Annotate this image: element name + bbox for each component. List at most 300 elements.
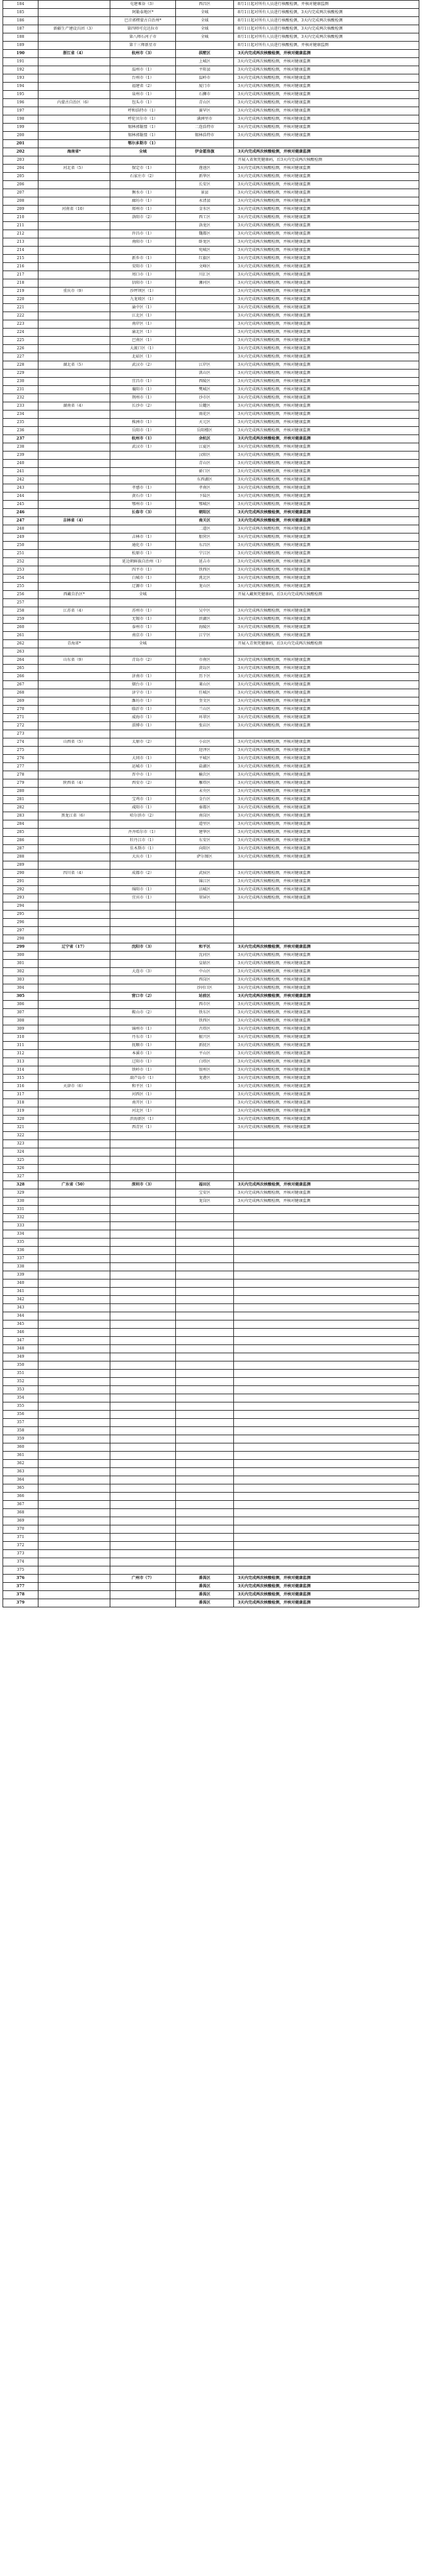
row-number: 346 (3, 1329, 38, 1337)
district-cell (176, 1157, 234, 1165)
district-cell (176, 1329, 234, 1337)
city-cell: 吉林市（1） (110, 533, 176, 542)
city-cell (110, 820, 176, 829)
measure-cell: 3天内完成两次核酸检测，并核对健康监测 (234, 1083, 419, 1091)
province-cell (38, 533, 110, 542)
table-row (3, 1402, 419, 1411)
row-number: 196 (3, 99, 38, 107)
row-number: 355 (3, 1402, 38, 1411)
city-cell (110, 1017, 176, 1025)
row-number: 273 (3, 730, 38, 738)
table-row (3, 1263, 419, 1271)
district-cell: 平阳县 (176, 66, 234, 74)
province-cell (38, 132, 110, 140)
row-number: 280 (3, 788, 38, 796)
row-number: 352 (3, 1378, 38, 1386)
measure-cell: 3天内完成两次核酸检测，并核对健康监测 (234, 1189, 419, 1198)
table-row (3, 509, 419, 517)
table-row (3, 312, 419, 320)
table-row (3, 1484, 419, 1493)
measure-cell (234, 1525, 419, 1534)
city-cell: 鄂尔多斯市（1） (110, 140, 176, 148)
row-number: 242 (3, 476, 38, 484)
row-number: 205 (3, 173, 38, 181)
province-cell (38, 755, 110, 763)
measure-cell: 8月1日起对所有人员进行核酸检测，3天内完成两次核酸检测 (234, 17, 419, 25)
measure-cell (234, 1132, 419, 1140)
table-row (3, 1534, 419, 1542)
city-cell (110, 1427, 176, 1435)
city-cell: 宝鸡市（1） (110, 796, 176, 804)
district-cell: 道里区 (176, 820, 234, 829)
row-number: 275 (3, 747, 38, 755)
district-cell: 全域 (176, 17, 234, 25)
table-row (3, 648, 419, 656)
district-cell: 锦江区 (176, 878, 234, 886)
district-cell: 浉河区 (176, 279, 234, 288)
table-row (3, 25, 419, 33)
district-cell (176, 1107, 234, 1116)
district-cell: 新抚区 (176, 1042, 234, 1050)
province-cell (38, 1263, 110, 1271)
province-cell: 山西省（5） (38, 738, 110, 747)
table-row (3, 230, 419, 238)
table-row (3, 1198, 419, 1206)
measure-cell (234, 1140, 419, 1148)
table-row (3, 640, 419, 648)
province-cell (38, 419, 110, 427)
table-row (3, 574, 419, 583)
measure-cell (234, 1296, 419, 1304)
measure-cell: 3天内完成两次核酸检测，并核对健康监测 (234, 1198, 419, 1206)
province-cell (38, 714, 110, 722)
table-row (3, 214, 419, 222)
measure-cell (234, 1304, 419, 1312)
measure-cell (234, 599, 419, 607)
row-number: 286 (3, 837, 38, 845)
measure-cell (234, 1534, 419, 1542)
row-number: 370 (3, 1525, 38, 1534)
district-cell: 天元区 (176, 419, 234, 427)
row-number: 246 (3, 509, 38, 517)
city-cell: 呼和浩特市（1） (110, 107, 176, 115)
city-cell (110, 1329, 176, 1337)
city-cell: 临沂市（1） (110, 706, 176, 714)
province-cell (38, 296, 110, 304)
district-cell: 宛城区 (176, 247, 234, 255)
district-cell (176, 1484, 234, 1493)
district-cell (176, 1255, 234, 1263)
province-cell (38, 894, 110, 902)
district-cell (176, 1083, 234, 1091)
district-cell (176, 1394, 234, 1402)
row-number: 236 (3, 427, 38, 435)
row-number: 301 (3, 960, 38, 968)
province-cell (38, 353, 110, 361)
row-number: 263 (3, 648, 38, 656)
city-cell: 绵阳市（1） (110, 886, 176, 894)
province-cell (38, 583, 110, 591)
row-number: 354 (3, 1394, 38, 1402)
district-cell (176, 919, 234, 927)
city-cell: 大庆市（1） (110, 853, 176, 861)
row-number: 277 (3, 763, 38, 771)
table-row (3, 353, 419, 361)
province-cell (38, 1345, 110, 1353)
measure-cell: 3天内完成两次核酸检测，并核对健康监测 (234, 271, 419, 279)
table-row (3, 804, 419, 812)
province-cell (38, 665, 110, 673)
province-cell: 青海省* (38, 640, 110, 648)
province-cell (38, 1107, 110, 1116)
table-row (3, 1238, 419, 1247)
province-cell (38, 1484, 110, 1493)
row-number: 317 (3, 1091, 38, 1099)
row-number: 206 (3, 181, 38, 189)
table-row (3, 156, 419, 165)
district-cell: 铁西区 (176, 1017, 234, 1025)
measure-cell: 3天内完成两次核酸检测，并核对健康监测 (234, 460, 419, 468)
row-number: 344 (3, 1312, 38, 1320)
row-number: 215 (3, 255, 38, 263)
city-cell: 锡林郭勒盟（1） (110, 124, 176, 132)
measure-cell: 3天内完成两次核酸检测，并核对健康监测 (234, 337, 419, 345)
table-row (3, 697, 419, 706)
district-cell: 长安区 (176, 181, 234, 189)
district-cell: 未央区 (176, 788, 234, 796)
table-row (3, 1075, 419, 1083)
table-row (3, 435, 419, 443)
province-cell (38, 878, 110, 886)
province-cell (38, 599, 110, 607)
province-cell (38, 935, 110, 943)
province-cell (38, 706, 110, 714)
table-row (3, 17, 419, 25)
row-number: 231 (3, 386, 38, 394)
province-cell: 山东省（9） (38, 656, 110, 665)
district-cell (176, 1517, 234, 1525)
province-cell (38, 255, 110, 263)
city-cell (110, 1419, 176, 1427)
row-number: 259 (3, 615, 38, 624)
measure-cell: 3天内完成两次核酸检测，并核对健康监测 (234, 681, 419, 689)
row-number: 266 (3, 673, 38, 681)
row-number: 250 (3, 542, 38, 550)
row-number: 248 (3, 525, 38, 533)
measure-cell: 3天内完成两次核酸检测，并核对健康监测 (234, 1025, 419, 1034)
city-cell (110, 1550, 176, 1558)
district-cell: 东昌区 (176, 542, 234, 550)
measure-cell (234, 1222, 419, 1230)
city-cell: 烟台市（1） (110, 681, 176, 689)
row-number: 350 (3, 1361, 38, 1370)
table-row (3, 206, 419, 214)
province-cell (38, 574, 110, 583)
row-number: 255 (3, 583, 38, 591)
city-cell (110, 1198, 176, 1206)
table-row (3, 492, 419, 501)
city-cell (110, 1247, 176, 1255)
province-cell (38, 722, 110, 730)
district-cell (176, 640, 234, 648)
city-cell: 黄石市（1） (110, 492, 176, 501)
district-cell: 平山区 (176, 1050, 234, 1058)
district-cell: 兰山区 (176, 706, 234, 714)
measure-cell: 3天内完成两次核酸检测，并核对健康监测 (234, 107, 419, 115)
measure-cell (234, 1460, 419, 1468)
province-cell (38, 976, 110, 984)
row-number: 216 (3, 263, 38, 271)
district-cell: 盐湖区 (176, 763, 234, 771)
row-number: 345 (3, 1320, 38, 1329)
district-cell: 西陵区 (176, 378, 234, 386)
city-cell (110, 1542, 176, 1550)
table-row (3, 1091, 419, 1099)
city-cell: 滨海新区（1） (110, 1116, 176, 1124)
province-cell (38, 1353, 110, 1361)
city-cell: 阿勒泰地区* (110, 9, 176, 17)
city-cell: 九龙坡区（1） (110, 296, 176, 304)
city-cell (110, 411, 176, 419)
measure-cell: 3天内完成两次核酸检测，并核对健康监测 (234, 411, 419, 419)
measure-cell (234, 1435, 419, 1443)
measure-cell: 3天内完成两次核酸检测，并核对健康监测 (234, 1099, 419, 1107)
table-row (3, 271, 419, 279)
table-row (3, 288, 419, 296)
city-cell: 武汉市（2） (110, 361, 176, 370)
province-cell (38, 17, 110, 25)
district-cell (176, 1468, 234, 1476)
city-cell: 丹东市（1） (110, 1034, 176, 1042)
city-cell: 本溪市（1） (110, 1050, 176, 1058)
table-row (3, 247, 419, 255)
province-cell (38, 42, 110, 50)
row-number: 316 (3, 1083, 38, 1091)
table-body (3, 1, 419, 1607)
province-cell (38, 492, 110, 501)
measure-cell: 3天内完成两次核酸检测，并核对健康监测 (234, 509, 419, 517)
measure-cell: 3天内完成两次核酸检测，并核对健康监测 (234, 1009, 419, 1017)
province-cell (38, 197, 110, 206)
measure-cell (234, 1206, 419, 1214)
measure-cell: 3天内完成两次核酸检测，并核对健康监测 (234, 853, 419, 861)
row-number: 304 (3, 984, 38, 993)
province-cell: 重庆市（9） (38, 288, 110, 296)
measure-cell: 3天内完成两次核酸检测，并核对健康监测 (234, 165, 419, 173)
city-cell (110, 1583, 176, 1591)
city-cell: 保定市（1） (110, 165, 176, 173)
province-cell (38, 115, 110, 124)
row-number: 192 (3, 66, 38, 74)
row-number: 312 (3, 1050, 38, 1058)
district-cell (176, 591, 234, 599)
table-row (3, 361, 419, 370)
district-cell (176, 1427, 234, 1435)
district-cell: 西昌区 (176, 1, 234, 9)
city-cell: 辽阳市（1） (110, 1058, 176, 1066)
province-cell (38, 804, 110, 812)
row-number: 373 (3, 1550, 38, 1558)
city-cell (110, 1460, 176, 1468)
table-row (3, 1058, 419, 1066)
district-cell (176, 1091, 234, 1099)
city-cell (110, 370, 176, 378)
measure-cell (234, 902, 419, 911)
measure-cell: 3天内完成两次核酸检测，并核对健康监测 (234, 804, 419, 812)
district-cell (176, 1361, 234, 1370)
province-cell (38, 1198, 110, 1206)
table-row (3, 1370, 419, 1378)
city-cell: 全城 (110, 640, 176, 648)
province-cell (38, 624, 110, 632)
row-number: 232 (3, 394, 38, 402)
measure-cell: 3天内完成两次核酸检测，并核对健康监测 (234, 837, 419, 845)
row-number: 227 (3, 353, 38, 361)
row-number: 212 (3, 230, 38, 238)
table-row (3, 1107, 419, 1116)
province-cell (38, 968, 110, 976)
document-sheet (3, 0, 419, 1607)
row-number: 185 (3, 9, 38, 17)
province-cell (38, 1238, 110, 1247)
district-cell (176, 1165, 234, 1173)
city-cell (110, 1214, 176, 1222)
province-cell (38, 1148, 110, 1157)
measure-cell (234, 1443, 419, 1452)
province-cell (38, 1296, 110, 1304)
measure-cell: 开展入藏须凭健康码，后3天内完成两次核酸检测 (234, 591, 419, 599)
measure-cell (234, 648, 419, 656)
city-cell (110, 1452, 176, 1460)
province-cell (38, 1411, 110, 1419)
row-number: 276 (3, 755, 38, 763)
district-cell (176, 1132, 234, 1140)
city-cell (110, 665, 176, 673)
district-cell: 二连浩特市 (176, 124, 234, 132)
row-number: 364 (3, 1476, 38, 1484)
province-cell (38, 747, 110, 755)
measure-cell: 3天内完成两次核酸检测，并核对健康监测 (234, 968, 419, 976)
table-row (3, 460, 419, 468)
table-row (3, 1353, 419, 1361)
row-number: 239 (3, 452, 38, 460)
district-cell: 龙岗区 (176, 1198, 234, 1206)
measure-cell: 3天内完成两次核酸检测，并核对健康监测 (234, 255, 419, 263)
city-cell: 成都市（2） (110, 870, 176, 878)
city-cell: 铁岭市（1） (110, 1066, 176, 1075)
city-cell (110, 1296, 176, 1304)
district-cell (176, 599, 234, 607)
table-row (3, 1296, 419, 1304)
district-cell (176, 1501, 234, 1509)
row-number: 261 (3, 632, 38, 640)
district-cell: 宁江区 (176, 550, 234, 558)
province-cell (38, 952, 110, 960)
table-row (3, 1042, 419, 1050)
table-row (3, 1558, 419, 1566)
city-cell (110, 984, 176, 993)
row-number: 229 (3, 370, 38, 378)
row-number: 238 (3, 443, 38, 452)
measure-cell: 3天内完成两次核酸检测，并核对健康监测 (234, 492, 419, 501)
province-cell (38, 1271, 110, 1279)
province-cell: 天津市（6） (38, 1083, 110, 1091)
city-cell (110, 1476, 176, 1484)
measure-cell: 3天内完成两次核酸检测，并核对健康监测 (234, 574, 419, 583)
row-number: 349 (3, 1353, 38, 1361)
table-row (3, 1378, 419, 1386)
district-cell (176, 1320, 234, 1329)
measure-cell (234, 1165, 419, 1173)
province-cell (38, 763, 110, 771)
province-cell (38, 91, 110, 99)
table-row (3, 1181, 419, 1189)
district-cell (176, 1509, 234, 1517)
row-number: 374 (3, 1558, 38, 1566)
district-cell (176, 329, 234, 337)
city-cell (110, 1525, 176, 1534)
province-cell (38, 476, 110, 484)
district-cell (176, 1148, 234, 1157)
province-cell (38, 1493, 110, 1501)
district-cell: 船营区 (176, 533, 234, 542)
measure-cell: 3天内完成两次核酸检测，并核对健康监测 (234, 870, 419, 878)
table-row (3, 755, 419, 763)
measure-cell (234, 1255, 419, 1263)
row-number: 269 (3, 697, 38, 706)
city-cell: 运城市（1） (110, 763, 176, 771)
district-cell: 鄂城区 (176, 501, 234, 509)
measure-cell: 3天内完成两次核酸检测，并核对健康监测 (234, 279, 419, 288)
province-cell (38, 1165, 110, 1173)
measure-cell: 3天内完成两次核酸检测，并核对健康监测 (234, 747, 419, 755)
city-cell: 泰州市（1） (110, 624, 176, 632)
city-cell: 太原市（2） (110, 738, 176, 747)
province-cell: 湖北省（5） (38, 361, 110, 370)
table-row (3, 345, 419, 353)
province-cell (38, 1132, 110, 1140)
row-number: 319 (3, 1107, 38, 1116)
province-cell (38, 66, 110, 74)
city-cell (110, 181, 176, 189)
row-number: 243 (3, 484, 38, 492)
district-cell (176, 730, 234, 738)
row-number: 323 (3, 1140, 38, 1148)
province-cell: 湖南省（4） (38, 402, 110, 411)
measure-cell: 8月1日起对所有人员进行核酸检测，并核对健康监测 (234, 1, 419, 9)
city-cell: 河北区（1） (110, 1107, 176, 1116)
city-cell: 广州市（7） (110, 1575, 176, 1583)
province-cell (38, 1189, 110, 1198)
table-row (3, 853, 419, 861)
row-number: 290 (3, 870, 38, 878)
measure-cell: 3天内完成两次核酸检测，并核对健康监测 (234, 148, 419, 156)
row-number: 262 (3, 640, 38, 648)
city-cell (110, 58, 176, 66)
measure-cell: 3天内完成两次核酸检测，并核对健康监测 (234, 58, 419, 66)
province-cell: 海南省* (38, 148, 110, 156)
table-row (3, 1173, 419, 1181)
district-cell: 青山区 (176, 99, 234, 107)
province-cell (38, 771, 110, 779)
measure-cell (234, 1271, 419, 1279)
table-row (3, 870, 419, 878)
row-number: 207 (3, 189, 38, 197)
row-number: 219 (3, 288, 38, 296)
district-cell: 沈河区 (176, 952, 234, 960)
city-cell: 咸阳市（1） (110, 804, 176, 812)
table-row (3, 1386, 419, 1394)
